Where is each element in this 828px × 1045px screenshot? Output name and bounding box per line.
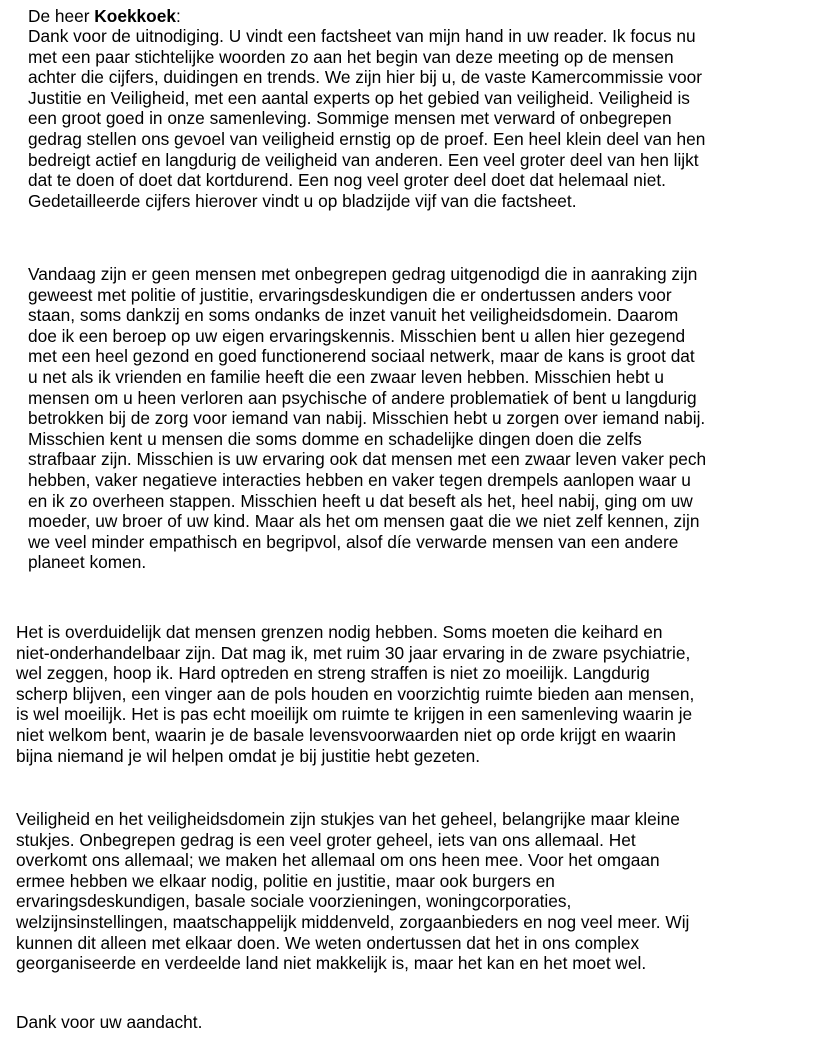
speaker-name: Koekkoek xyxy=(94,6,176,26)
text-line: gedrag stellen ons gevoel van veiligheid ernstig op de proef. Een heel klein deel van hen xyxy=(28,128,706,149)
text-line: niet-onderhandelbaar zijn. Dat mag ik, met ruim 30 jaar ervaring in de zware psychiatrie, xyxy=(16,642,691,663)
text-line: moeder, uw broer of uw kind. Maar als het om mensen gaat die we niet zelf kennen, zijn xyxy=(28,511,700,532)
text-line: Justitie en Veiligheid, met een aantal experts op het gebied van veiligheid. Veiligheid is xyxy=(28,87,690,108)
text-line: Vandaag zijn er geen mensen met onbegrepen gedrag uitgenodigd die in aanraking zijn xyxy=(28,264,698,284)
text-line: Misschien kent u mensen die soms domme en schadelijke dingen doen die zelfs xyxy=(28,428,642,449)
text-line: kunnen dit alleen met elkaar doen. We weten ondertussen dat het in ons complex xyxy=(16,932,640,953)
text-line: met een paar stichtelijke woorden zo aan het begin van deze meeting op de mensen xyxy=(28,46,674,67)
text-line: strafbaar zijn. Misschien is uw ervaring ook dat mensen met een zwaar leven vaker pech xyxy=(28,449,707,470)
paragraph-closing xyxy=(16,1012,202,1033)
text-line: u net als ik vrienden en familie heeft die een zwaar leven hebben. Misschien hebt u xyxy=(28,366,664,387)
text-line: bijna niemand je wil helpen omdat je bij justitie hebt gezeten. xyxy=(16,745,481,766)
speaker-colon: : xyxy=(175,6,181,26)
text-line: we veel minder empathisch en begripvol, alsof díe verwarde mensen van een andere xyxy=(28,531,679,552)
text-line: met een heel gezond en goed functionerend sociaal netwerk, maar de kans is groot dat xyxy=(28,346,695,367)
text-line: welzijnsinstellingen, maatschappelijk middenveld, zorgaanbieders en nog veel meer. Wij xyxy=(16,911,690,932)
text-line: achter die cijfers, duidingen en trends. We zijn hier bij u, de vaste Kamercommissie voor xyxy=(28,67,702,88)
text-line: is wel moeilijk. Het is pas echt moeilijk om ruimte te krijgen in een samenleving waarin je xyxy=(16,704,693,725)
text-line: scherp blijven, een vinger aan de pols houden en voorzichtig ruimte bieden aan mensen, xyxy=(16,683,695,704)
text-line: wel zeggen, hoop ik. Hard optreden en streng straffen is niet zo moeilijk. Langdurig xyxy=(16,663,650,684)
text-line: doe ik een beroep op uw eigen ervaringskennis. Misschien bent u allen hier gezegend xyxy=(28,325,686,346)
text-line: georganiseerde en verdeelde land niet makkelijk is, maar het kan en het moet wel. xyxy=(16,953,647,974)
text-line: Veiligheid en het veiligheidsdomein zijn stukjes van het geheel, belangrijke maar kleine xyxy=(16,809,680,829)
text-line: Het is overduidelijk dat mensen grenzen nodig hebben. Soms moeten die keihard en xyxy=(16,622,663,642)
text-line: hebben, vaker negatieve interacties hebben en vaker tegen drempels aanlopen waar u xyxy=(28,469,691,490)
text-line: stukjes. Onbegrepen gedrag is een veel groter geheel, iets van ons allemaal. Het xyxy=(16,829,636,850)
text-line: dat te doen of doet dat kortdurend. Een nog veel groter deel doet dat helemaal niet. xyxy=(28,170,666,191)
text-line: geweest met politie of justitie, ervaringsdeskundigen die er ondertussen anders voor xyxy=(28,284,672,305)
paragraph-together xyxy=(16,809,689,974)
text-line: Dank voor de uitnodiging. U vindt een factsheet van mijn hand in uw reader. Ik focus nu xyxy=(28,26,696,46)
paragraph-boundaries xyxy=(16,622,694,766)
text-line: staan, soms dankzij en soms ondanks de inzet vanuit het veiligheidsdomein. Daarom xyxy=(28,305,679,326)
paragraph-intro xyxy=(28,26,705,211)
text-line: ermee hebben we elkaar nodig, politie en justitie, maar ook burgers en xyxy=(16,870,555,891)
text-line: Dank voor uw aandacht. xyxy=(16,1012,203,1032)
speaker-heading xyxy=(28,6,181,27)
paragraph-experience xyxy=(28,264,706,573)
text-line: een groot goed in onze samenleving. Sommige mensen met verward of onbegrepen xyxy=(28,108,672,129)
text-line: ervaringsdeskundigen, basale sociale voorzieningen, woningcorporaties, xyxy=(16,891,572,912)
speaker-prefix: De heer xyxy=(28,6,95,26)
text-line: mensen om u heen verloren aan psychische of andere problematiek of bent u langdurig xyxy=(28,387,697,408)
text-line: betrokken bij de zorg voor iemand van nabij. Misschien hebt u zorgen over iemand nabij. xyxy=(28,408,706,429)
text-line: Gedetailleerde cijfers hierover vindt u op bladzijde vijf van die factsheet. xyxy=(28,190,577,211)
text-line: bedreigt actief en langdurig de veiligheid van anderen. Een veel groter deel van hen lijkt xyxy=(28,149,699,170)
text-line: planeet komen. xyxy=(28,552,147,573)
text-line: overkomt ons allemaal; we maken het allemaal om ons heen mee. Voor het omgaan xyxy=(16,850,660,871)
text-line: en ik zo overheen stappen. Misschien heeft u dat beseft als het, heel nabij, ging om uw xyxy=(28,490,693,511)
text-line: niet welkom bent, waarin je de basale levensvoorwaarden niet op orde krijgt en waarin xyxy=(16,724,676,745)
